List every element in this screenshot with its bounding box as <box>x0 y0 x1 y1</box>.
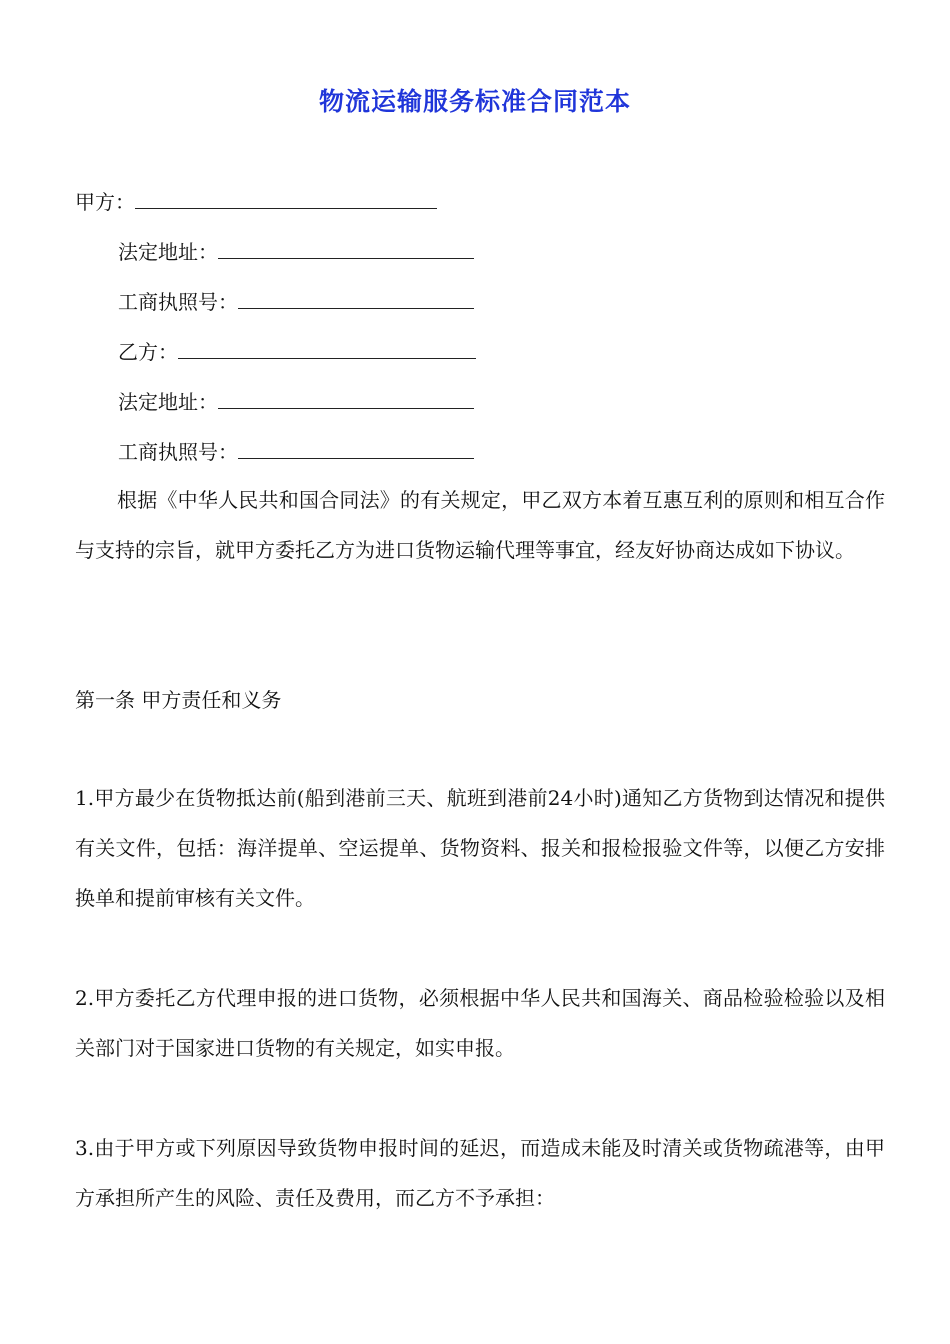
party-b-license-label: 工商执照号： <box>118 440 238 464</box>
party-b-address-line <box>118 389 474 415</box>
party-a-address-blank[interactable] <box>218 240 474 259</box>
party-b-address-label: 法定地址： <box>118 390 218 414</box>
document-title: 物流运输服务标准合同范本 <box>318 87 631 116</box>
party-b-blank[interactable] <box>178 340 476 359</box>
party-a-label: 甲方： <box>75 190 135 214</box>
party-a-line <box>75 189 437 215</box>
party-a-address-line <box>118 239 474 265</box>
party-b-license-line <box>118 439 474 465</box>
party-b-line <box>118 339 476 365</box>
article1-item-2: 2.甲方委托乙方代理申报的进口货物，必须根据中华人民共和国海关、商品检验检验以及相关部门对于国家进口货物的有关规定，如实申报。 <box>75 986 885 1060</box>
party-a-license-line <box>118 289 474 315</box>
intro-paragraph: 根据《中华人民共和国合同法》的有关规定，甲乙双方本着互惠互利的原则和相互合作与支持的宗旨，就甲方委托乙方为进口货物运输代理等事宜，经友好协商达成如下协议。 <box>75 488 885 562</box>
article1-item-1: 1.甲方最少在货物抵达前(船到港前三天、航班到港前24小时)通知乙方货物到达情况和提供有关文件，包括：海洋提单、空运提单、货物资料、报关和报检报验文件等，以便乙方安排换单和提前审核有关文件。 <box>75 786 885 910</box>
party-a-blank[interactable] <box>135 190 437 209</box>
article1-heading: 第一条 甲方责任和义务 <box>75 688 282 712</box>
party-b-label: 乙方： <box>118 340 178 364</box>
party-a-license-blank[interactable] <box>238 290 474 309</box>
party-a-address-label: 法定地址： <box>118 240 218 264</box>
article1-item-3: 3.由于甲方或下列原因导致货物申报时间的延迟，而造成未能及时清关或货物疏港等，由甲方承担所产生的风险、责任及费用，而乙方不予承担： <box>75 1136 885 1210</box>
party-a-license-label: 工商执照号： <box>118 290 238 314</box>
party-b-address-blank[interactable] <box>218 390 474 409</box>
party-b-license-blank[interactable] <box>238 440 474 459</box>
